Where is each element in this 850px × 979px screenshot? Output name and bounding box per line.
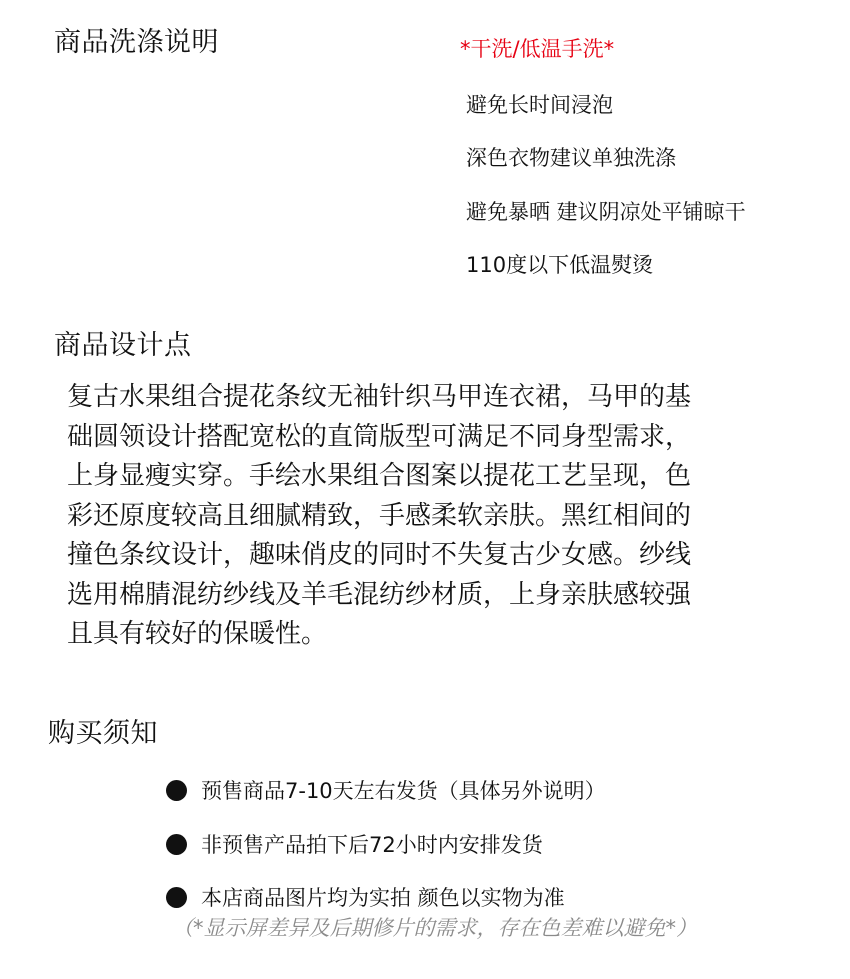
- design-description: [67, 378, 797, 655]
- design-line: 且具有较好的保暖性。: [67, 619, 328, 649]
- bullet-icon: [166, 834, 187, 855]
- notice-item-text: 非预售产品拍下后72小时内安排发货: [201, 833, 543, 857]
- design-line: 上身显瘦实穿。手绘水果组合图案以提花工艺呈现，色: [67, 461, 692, 491]
- design-line: 选用棉腈混纺纱线及羊毛混纺纱材质，上身亲肤感较强: [67, 579, 692, 610]
- notice-title: 购买须知: [48, 718, 158, 749]
- care-title: 商品洗涤说明: [54, 27, 219, 58]
- care-item: 110度以下低温熨烫: [466, 253, 654, 277]
- notice-item-text: 本店商品图片均为实拍 颜色以实物为准: [201, 886, 565, 910]
- bullet-icon: [166, 887, 187, 908]
- notice-item: [166, 775, 606, 805]
- notice-item: [166, 882, 565, 912]
- design-line: 础圆领设计搭配宽松的直筒版型可满足不同身型需求，: [67, 421, 692, 452]
- care-item: 深色衣物建议单独洗涤: [466, 146, 676, 170]
- care-warning: *干洗/低温手洗*: [460, 37, 615, 61]
- notice-item-text: 预售商品7-10天左右发货（具体另外说明）: [201, 779, 606, 803]
- notice-note: （*显示屏差异及后期修片的需求，存在色差难以避免*）: [172, 916, 697, 940]
- care-item: 避免长时间浸泡: [466, 93, 613, 117]
- design-line: 复古水果组合提花条纹无袖针织马甲连衣裙，马甲的基: [67, 382, 692, 412]
- design-line: 撞色条纹设计，趣味俏皮的同时不失复古少女感。纱线: [67, 540, 692, 570]
- design-line: 彩还原度较高且细腻精致，手感柔软亲肤。黑红相间的: [67, 500, 692, 531]
- design-title: 商品设计点: [54, 330, 192, 361]
- notice-item: [166, 829, 543, 859]
- care-item: 避免暴晒 建议阴凉处平铺晾干: [466, 200, 746, 224]
- bullet-icon: [166, 780, 187, 801]
